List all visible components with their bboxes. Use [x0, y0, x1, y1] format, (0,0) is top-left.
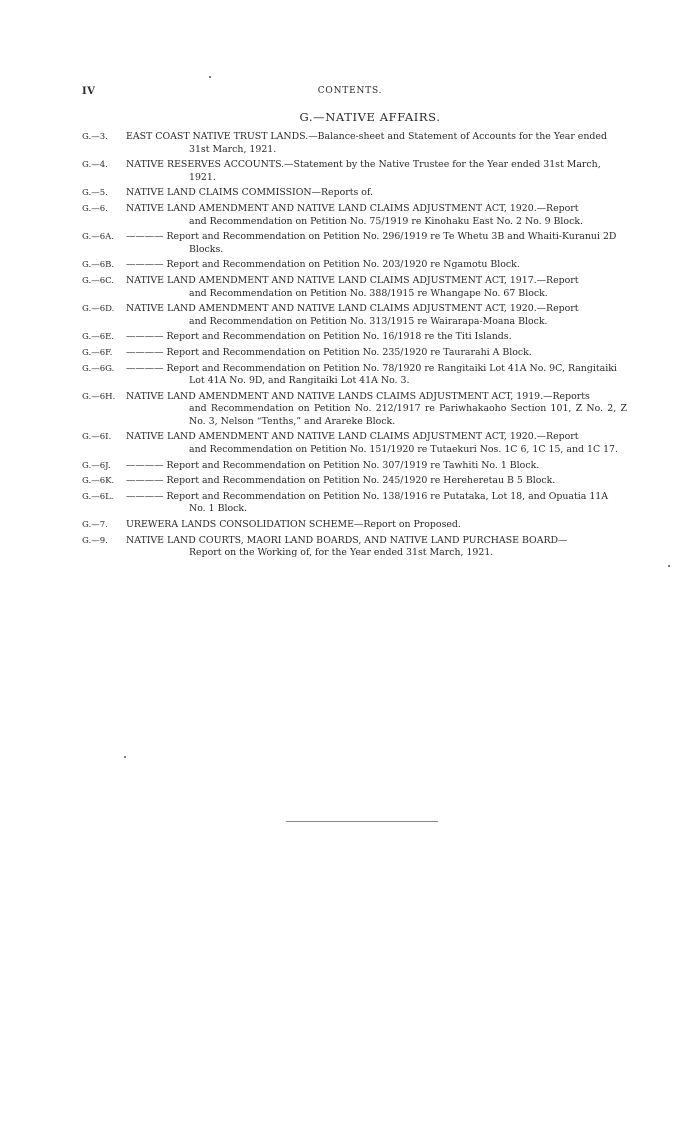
entry-first-line: ———— Report and Recommendation on Petition No. 16/1918 re the Titi Islands. — [126, 331, 512, 343]
contents-entry — [82, 159, 627, 184]
entry-code: G.—6D. — [82, 304, 115, 315]
contents-entry — [82, 475, 627, 488]
contents-list — [82, 131, 627, 563]
contents-entry — [82, 363, 627, 388]
entry-first-line: NATIVE RESERVES ACCOUNTS.—Statement by the Native Trustee for the Year ended 31st March, — [126, 159, 601, 171]
contents-entry — [82, 460, 627, 473]
entry-code: G.—4. — [82, 160, 108, 171]
entry-first-line: NATIVE LAND AMENDMENT AND NATIVE LAND CLAIMS ADJUSTMENT ACT, 1920.—Report — [126, 303, 579, 315]
entry-first-line: NATIVE LAND CLAIMS COMMISSION—Reports of. — [126, 187, 374, 199]
entry-text — [126, 347, 627, 360]
ink-speck — [124, 756, 126, 758]
entry-continuation: No. 1 Block. — [189, 503, 248, 515]
entry-first-line: ———— Report and Recommendation on Petition No. 78/1920 re Rangitaiki Lot 41A No. 9C, Rangitaiki — [126, 362, 617, 374]
entry-first-line: EAST COAST NATIVE TRUST LANDS.—Balance-sheet and Statement of Accounts for the Year ended — [126, 131, 607, 142]
entry-text — [126, 203, 627, 228]
entry-text — [126, 131, 627, 156]
entry-text — [126, 275, 627, 300]
contents-entry — [82, 275, 627, 300]
entry-first-line: ———— Report and Recommendation on Petition No. 245/1920 re Hereheretau B 5 Block. — [126, 475, 556, 487]
entry-continuation: 31st March, 1921. — [189, 143, 277, 155]
entry-code: G.—6B. — [82, 260, 115, 271]
entry-first-line: ———— Report and Recommendation on Petition No. 235/1920 re Taurarahi A Block. — [126, 346, 532, 358]
entry-first-line: NATIVE LAND AMENDMENT AND NATIVE LANDS CLAIMS ADJUSTMENT ACT, 1919.—Reports — [126, 390, 590, 402]
entry-code: G.—6I. — [82, 432, 112, 443]
entry-continuation: and Recommendation on Petition No. 313/1915 re Wairarapa-Moana Block. — [189, 315, 548, 327]
entry-text — [126, 303, 627, 328]
contents-entry — [82, 519, 627, 532]
entry-first-line: NATIVE LAND AMENDMENT AND NATIVE LAND CLAIMS ADJUSTMENT ACT, 1920.—Report — [126, 202, 579, 214]
contents-entry — [82, 303, 627, 328]
entry-text — [126, 159, 627, 184]
entry-code: G.—9. — [82, 535, 108, 546]
entry-text — [126, 331, 627, 344]
entry-code: G.—6H. — [82, 391, 116, 402]
entry-code: G.—6K. — [82, 476, 115, 487]
entry-continuation: and Recommendation on Petition No. 388/1915 re Whangape No. 67 Block. — [189, 287, 548, 299]
entry-code: G.—3. — [82, 132, 108, 142]
entry-first-line: UREWERA LANDS CONSOLIDATION SCHEME—Report on Proposed. — [126, 519, 461, 531]
entry-first-line: ———— Report and Recommendation on Petition No. 296/1919 re Te Whetu 3B and Whaiti-Kuranui 2D — [126, 231, 617, 243]
entry-code: G.—6L. — [82, 491, 114, 502]
entry-first-line: ———— Report and Recommendation on Petition No. 138/1916 re Putataka, Lot 18, and Opuatia 11A — [126, 490, 609, 502]
entry-code: G.—6E. — [82, 332, 115, 343]
contents-entry — [82, 391, 627, 429]
entry-code: G.—6J. — [82, 460, 111, 471]
entry-text — [126, 231, 627, 256]
entry-first-line: ———— Report and Recommendation on Petition No. 203/1920 re Ngamotu Block. — [126, 259, 520, 271]
entry-text — [126, 535, 627, 560]
entry-code: G.—6C. — [82, 275, 114, 286]
entry-text — [126, 391, 627, 429]
section-title: G.—NATIVE AFFAIRS. — [299, 110, 441, 124]
entry-text — [126, 460, 627, 473]
contents-entry — [82, 347, 627, 360]
entry-code: G.—6G. — [82, 363, 115, 374]
entry-code: G.—6F. — [82, 347, 113, 358]
entry-continuation: 1921. — [189, 171, 216, 183]
entry-text — [126, 491, 627, 516]
entry-continuation: and Recommendation on Petition No. 75/1919 re Kinohaku East No. 2 No. 9 Block. — [189, 215, 583, 227]
contents-entry — [82, 231, 627, 256]
contents-entry — [82, 203, 627, 228]
entry-code: G.—7. — [82, 520, 108, 531]
entry-text — [126, 475, 627, 488]
contents-entry — [82, 131, 627, 156]
contents-entry — [82, 259, 627, 272]
contents-entry — [82, 535, 627, 560]
entry-continuation: and Recommendation on Petition No. 151/1920 re Tutaekuri Nos. 1C 6, 1C 15, and 1C 17. — [189, 444, 619, 456]
entry-first-line: NATIVE LAND AMENDMENT AND NATIVE LAND CLAIMS ADJUSTMENT ACT, 1920.—Report — [126, 431, 579, 443]
entry-continuation: and Recommendation on Petition No. 212/1917 re Pariwhakaoho Section 101, Z No. 2, Z No. 3, Nelson “Tenths,” and Arareke Block. — [189, 403, 627, 427]
entry-text — [126, 187, 627, 200]
entry-code: G.—6. — [82, 203, 108, 214]
contents-entry — [82, 187, 627, 200]
contents-entry — [82, 431, 627, 456]
entry-text — [126, 431, 627, 456]
ink-speck — [668, 565, 670, 567]
entry-first-line: NATIVE LAND AMENDMENT AND NATIVE LAND CLAIMS ADJUSTMENT ACT, 1917.—Report — [126, 274, 579, 286]
end-rule — [286, 821, 438, 822]
entry-text — [126, 259, 627, 272]
entry-first-line: ———— Report and Recommendation on Petition No. 307/1919 re Tawhiti No. 1 Block. — [126, 459, 540, 471]
entry-text — [126, 519, 627, 532]
entry-text — [126, 363, 627, 388]
entry-continuation: Lot 41A No. 9D, and Rangitaiki Lot 41A No. 3. — [189, 375, 410, 387]
entry-first-line: NATIVE LAND COURTS, MAORI LAND BOARDS, AND NATIVE LAND PURCHASE BOARD— — [126, 534, 568, 546]
entry-code: G.—5. — [82, 188, 108, 199]
ink-speck — [209, 76, 211, 78]
contents-entry — [82, 331, 627, 344]
entry-continuation: Report on the Working of, for the Year ended 31st March, 1921. — [189, 547, 494, 559]
running-head: CONTENTS. — [317, 86, 383, 96]
entry-code: G.—6A. — [82, 232, 114, 243]
page-number: IV — [82, 86, 96, 97]
entry-continuation: Blocks. — [189, 243, 224, 255]
contents-entry — [82, 491, 627, 516]
